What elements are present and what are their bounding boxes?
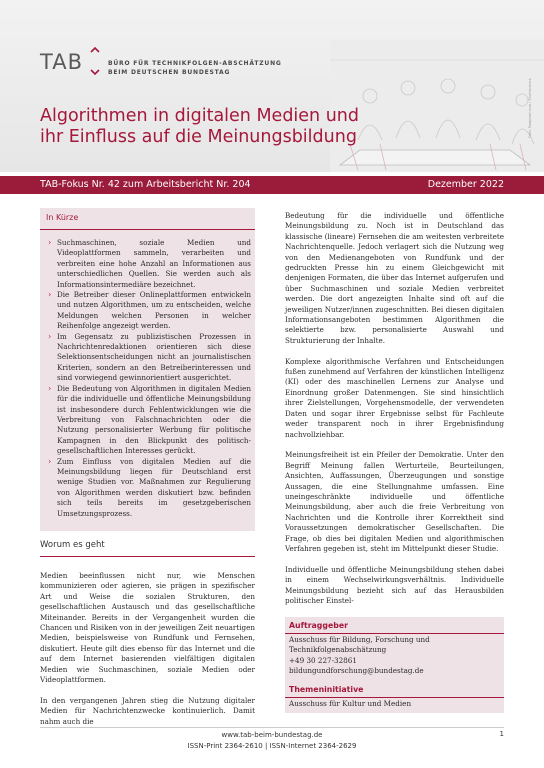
summary-list	[48, 238, 251, 519]
footer-issn: ISSN-Print 2364-2610 | ISSN-Internet 2364-2629	[187, 742, 357, 750]
left-column	[40, 571, 255, 737]
publication-date: Dezember 2022	[427, 179, 504, 190]
client-line: Ausschuss für Bildung, Forschung und	[289, 635, 430, 644]
right-column	[285, 211, 504, 617]
summary-item: › Suchmaschinen, soziale Medien und Videoplattformen sammeln, verarbeiten und verbreiten eine hohe Anzahl an Informationen aus unterschiedlichen Quellen. Sie werden auch als Informationsintermediäre bezeichnet.	[48, 238, 251, 290]
client-line: Technikfolgenabschätzung	[289, 645, 387, 655]
institution-name	[108, 60, 282, 77]
client-info-box	[285, 617, 504, 713]
client-email: bildungundforschung@bundestag.de	[289, 666, 424, 676]
summary-box	[40, 208, 255, 531]
body-paragraph: In den vergangenen Jahren stieg die Nutzung digitaler Medien für Nachrichtenzwecke kontinuierlich. Damit nahm auch die	[40, 695, 255, 726]
institution-line: BEIM DEUTSCHEN BUNDESTAG	[108, 68, 231, 76]
client-divider	[285, 633, 504, 634]
section-divider	[40, 556, 255, 557]
summary-title: In Kürze	[46, 213, 79, 222]
summary-item: › Die Bedeutung von Algorithmen in digitalen Medien für die individuelle und öffentliche Meinungsbildung ist insbesondere durch Fehlentwicklungen wie die Verbreitung von Falschnachrichten oder die Nutzung personalisierter Werbung für politische Kampagnen in den Blickpunkt des politisch-gesellschaftlichen Interesses gerückt.	[48, 384, 251, 457]
summary-divider	[40, 229, 255, 230]
photo-caption: Foto: Rawpixel.com / Shutterstock	[528, 78, 532, 138]
title-line: ihr Einfluss auf die Meinungsbildung	[40, 127, 357, 147]
header-photo	[330, 40, 544, 172]
body-paragraph: Meinungsfreiheit ist ein Pfeiler der Demokratie. Unter den Begriff Meinung fallen Werturteile, Beurteilungen, Ansichten, Auffassungen, Überzeugungen und sonstige Aussagen, die eine Stellungnahme umfassen. Eine uneingeschränkte individuelle und öffentliche Meinungsbildung, aber auch die freie Verbreitung von Nachrichten und die Kontrolle ihrer Korrektheit sind Voraussetzungen demokratischer Gesellschaften. Die Frage, ob dies bei digitalen Medien und algorithmischen Verfahren gegeben ist, steht im Mittelpunkt dieser Studie.	[285, 450, 504, 553]
client-details	[289, 635, 501, 677]
summary-item: › Im Gegensatz zu publizistischen Prozessen in Nachrichtenredaktionen orientieren sich diese Selektionsentscheidungen nicht an journalistischen Kriterien, sondern an den Betreiberinteressen und sind vorwiegend gewinnorientiert ausgerichtet.	[48, 332, 251, 384]
summary-item: › Zum Einfluss von digitalen Medien auf die Meinungsbildung liegen für Deutschland erst wenige Studien vor. Maßnahmen zur Regulierung von Algorithmen werden diskutiert bzw. befinden sich teils bereits im gesetzgeberischen Umsetzungsprozess.	[48, 457, 251, 519]
initiative-divider	[285, 697, 504, 698]
footer-url[interactable]: www.tab-beim-bundestag.de	[221, 731, 323, 739]
tab-logo: TAB	[40, 50, 83, 74]
institution-line: BÜRO FÜR TECHNIKFOLGEN-ABSCHÄTZUNG	[108, 60, 282, 67]
section-heading: Worum es geht	[40, 540, 105, 550]
page-number: 1	[499, 730, 504, 738]
document-title	[40, 106, 359, 148]
page-footer	[0, 730, 544, 752]
initiative-heading: Themeninitiative	[289, 685, 364, 694]
summary-item: › Die Betreiber dieser Onlineplattformen entwickeln und nutzen Algorithmen, um zu entscheiden, welche Meldungen welchen Personen in welcher Reihenfolge angezeigt werden.	[48, 290, 251, 332]
body-paragraph: Individuelle und öffentliche Meinungsbildung stehen dabei in einem Wechselwirkungsverhältnis. Individuelle Meinungsbildung bezieht sich auf das Herausbilden politischer Einstel-	[285, 564, 504, 605]
body-paragraph: Bedeutung für die individuelle und öffentliche Meinungsbildung zu. Noch ist in Deutschland das klassische (lineare) Fernsehen die am weitesten verbreitete Nachrichtenquelle. Jedoch verlagert sich die Nutzung weg von den Medienangeboten von Rundfunk und der gedruckten Presse hin zu einem Gleichgewicht mit denjenigen Formaten, die über das Internet aufgerufen und über Suchmaschinen und soziale Medien verbreitet werden. Die dort angezeigten Inhalte sind oft auf die jeweiligen Nutzer/innen zugeschnitten. Bei diesen digitalen Informationsangeboten bestimmen Algorithmen die selektierte bzw. personalisierte Auswahl und Strukturierung der Inhalte.	[285, 211, 504, 345]
report-number: TAB-Fokus Nr. 42 zum Arbeitsbericht Nr. 204	[40, 179, 251, 190]
footer-divider	[40, 727, 504, 728]
client-heading: Auftraggeber	[289, 621, 348, 630]
title-line: Algorithmen in digitalen Medien und	[40, 106, 359, 126]
initiative-text: Ausschuss für Kultur und Medien	[289, 699, 412, 708]
body-paragraph: Komplexe algorithmische Verfahren und Entscheidungen fußen zunehmend auf Verfahren der künstlichen Intelligenz (KI) oder des maschinellen Lernens zur Analyse und Einordnung großer Datenmengen. Sie sind hinsichtlich ihrer Zielstellungen, Vorgehensmodelle, der verwendeten Daten und sogar ihrer Ergebnisse selbst für Fachleute weder transparent noch in ihrer Ergebnisfindung nachvollziehbar.	[285, 356, 504, 439]
page-header	[0, 0, 544, 172]
client-phone: +49 30 227-32861	[289, 655, 357, 665]
info-band	[0, 176, 544, 194]
logo-chevron-icon	[88, 46, 102, 76]
body-paragraph: Medien beeinflussen nicht nur, wie Menschen kommunizieren oder agieren, sie prägen in spezifischer Art und Weise die sozialen Strukturen, den gesellschaftlichen Austausch und das gesellschaftliche Miteinander. Bereits in der Vergangenheit wurden die Chancen und Risiken von in der jeweiligen Zeit neuartigen Medien, beispielsweise von Rundfunk und Fernsehen, diskutiert. Heute gilt dies ebenso für das Internet und die auf dem Internet basierenden vielfältigen digitalen Medien wie Suchmaschinen, soziale Medien oder Videoplattformen.	[40, 571, 255, 685]
